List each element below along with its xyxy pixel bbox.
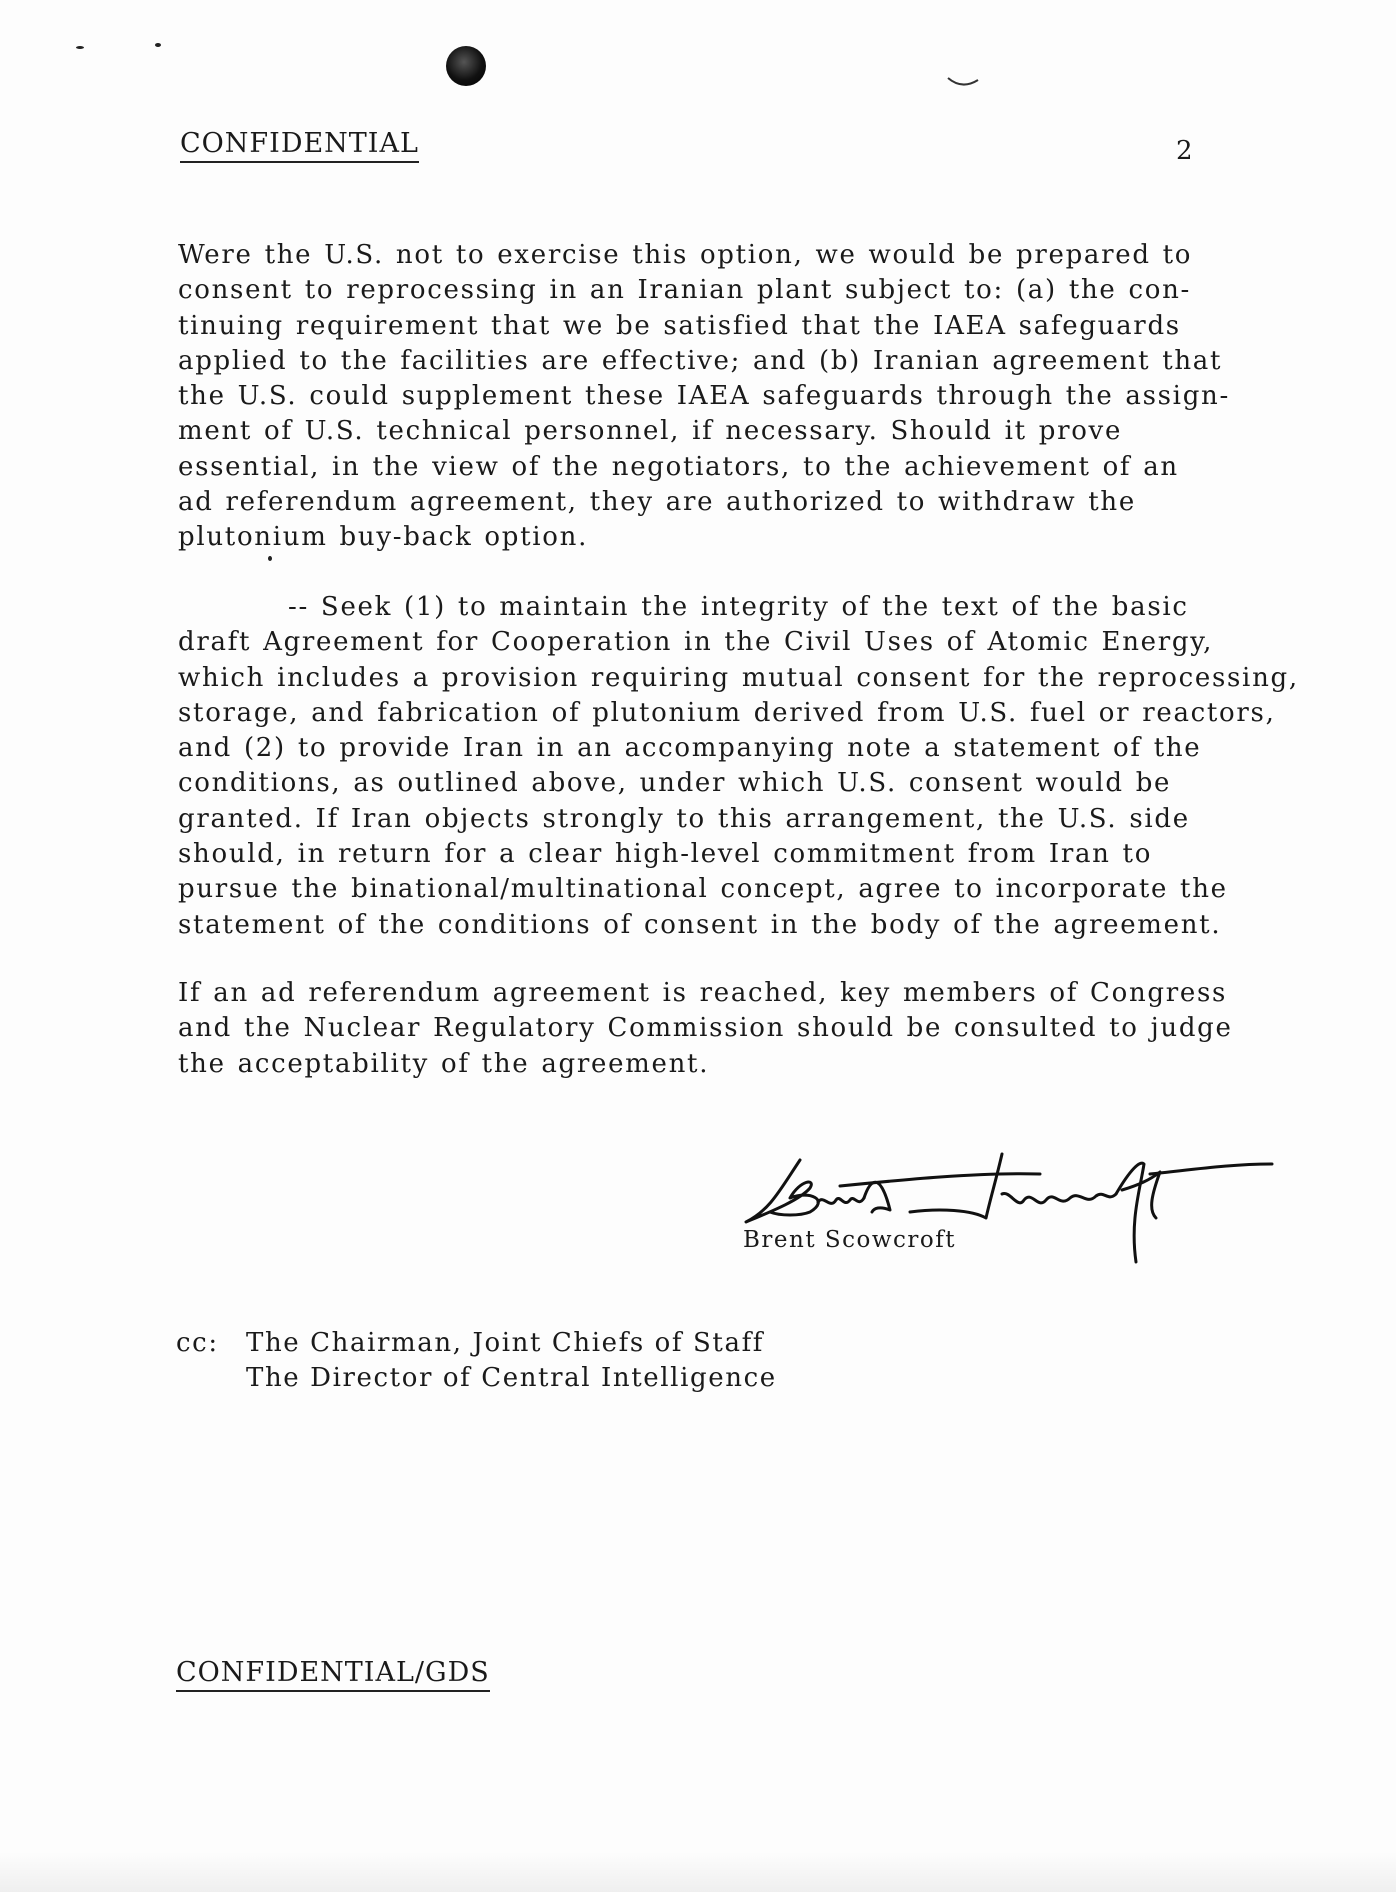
classification-header: CONFIDENTIAL: [180, 128, 419, 163]
scan-edge: [0, 1852, 1396, 1892]
text-line: and the Nuclear Regulatory Commission should be consulted to judge: [178, 1013, 1233, 1044]
paragraph-reprocessing-consent: [178, 238, 1318, 556]
text-line: plutonium buy-back option.: [178, 522, 589, 553]
text-line: the U.S. could supplement these IAEA safeguards through the assign-: [178, 381, 1230, 412]
paragraph-agreement-text: [178, 590, 1318, 943]
text-line: pursue the binational/multinational concept, agree to incorporate the: [178, 874, 1228, 905]
text-line: tinuing requirement that we be satisfied that the IAEA safeguards: [178, 310, 1181, 341]
cc-recipient: The Chairman, Joint Chiefs of Staff: [246, 1328, 765, 1358]
text-line: granted. If Iran objects strongly to this arrangement, the U.S. side: [178, 803, 1190, 834]
text-line: and (2) to provide Iran in an accompanying note a statement of the: [178, 733, 1202, 764]
text-line: -- Seek (1) to maintain the integrity of the text of the basic: [288, 592, 1189, 622]
cc-recipient: The Director of Central Intelligence: [246, 1363, 777, 1393]
text-line: the acceptability of the agreement.: [178, 1048, 710, 1079]
signature-block: [740, 1150, 1280, 1270]
cc-recipients: [246, 1326, 777, 1396]
scan-speck: [268, 556, 272, 561]
text-line: essential, in the view of the negotiators, to the achievement of an: [178, 451, 1179, 482]
text-line: If an ad referendum agreement is reached, key members of Congress: [178, 978, 1228, 1008]
text-line: Were the U.S. not to exercise this option, we would be prepared to: [178, 240, 1193, 270]
text-line: ad referendum agreement, they are authorized to withdraw the: [178, 487, 1136, 518]
text-line: consent to reprocessing in an Iranian plant subject to: (a) the con-: [178, 275, 1192, 306]
punch-hole: [446, 46, 486, 86]
cc-label: cc:: [176, 1328, 219, 1358]
text-line: statement of the conditions of consent in the body of the agreement.: [178, 909, 1222, 940]
text-line: conditions, as outlined above, under which U.S. consent would be: [178, 768, 1172, 799]
scan-speck: [155, 43, 161, 47]
classification-footer: CONFIDENTIAL/GDS: [176, 1657, 490, 1692]
text-line: applied to the facilities are effective; and (b) Iranian agreement that: [178, 345, 1223, 376]
text-line: ment of U.S. technical personnel, if necessary. Should it prove: [178, 416, 1123, 447]
text-line: storage, and fabrication of plutonium derived from U.S. fuel or reactors,: [178, 697, 1276, 728]
text-line: which includes a provision requiring mutual consent for the reprocessing,: [178, 662, 1299, 693]
scan-speck: [76, 46, 84, 49]
text-line: should, in return for a clear high-level commitment from Iran to: [178, 839, 1153, 870]
signer-name: Brent Scowcroft: [743, 1227, 957, 1253]
paragraph-congress-consultation: [178, 976, 1318, 1082]
text-line: draft Agreement for Cooperation in the Civil Uses of Atomic Energy,: [178, 627, 1214, 658]
scan-mark: [946, 76, 980, 90]
page-number: 2: [1176, 136, 1193, 166]
